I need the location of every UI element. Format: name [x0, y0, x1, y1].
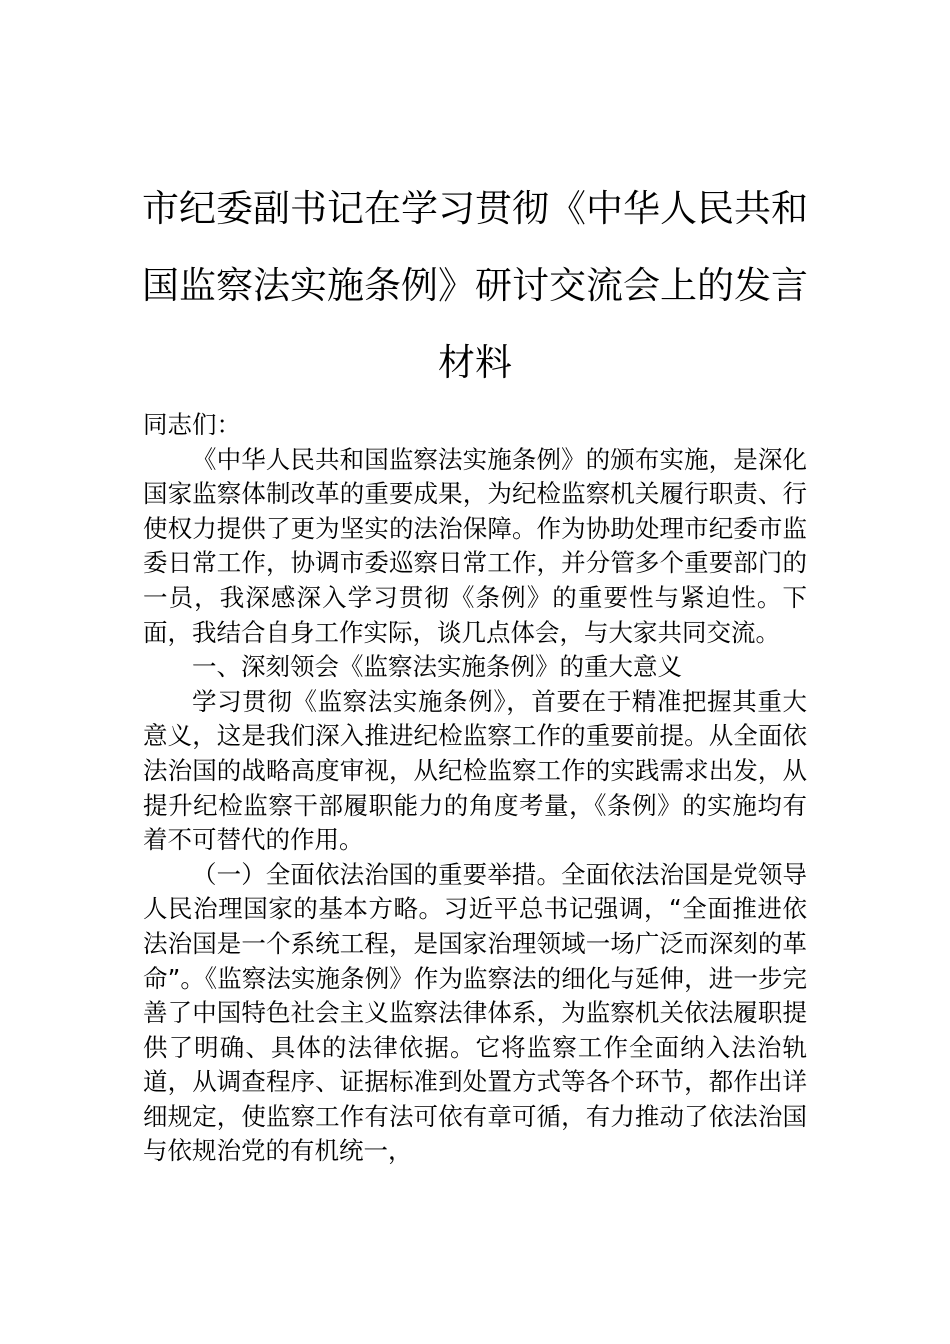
paragraph-rule-of-law: （一）全面依法治国的重要举措。全面依法治国是党领导人民治理国家的基本方略。习近平总书记强调，“全面推进依法治国是一个系统工程，是国家治理领域一场广泛而深刻的革命”。《监察法实施条例》作为监察法的细化与延伸，进一步完善了中国特色社会主义监察法律体系，为监察机关依法履职提供了明确、具体的法律依据。它将监察工作全面纳入法治轨道，从调查程序、证据标准到处置方式等各个环节，都作出详细规定，使监察工作有法可依有章可循，有力推动了依法治国与依规治党的有机统一，	[143, 859, 807, 1166]
paragraph-intro: 《中华人民共和国监察法实施条例》的颁布实施，是深化国家监察体制改革的重要成果，为纪检监察机关履行职责、行使权力提供了更为坚实的法治保障。作为协助处理市纪委市监委日常工作，协调市委巡察日常工作，并分管多个重要部门的一员，我深感深入学习贯彻《条例》的重要性与紧迫性。下面，我结合自身工作实际，谈几点体会，与大家共同交流。	[143, 444, 807, 647]
document-body	[143, 408, 807, 1169]
section-heading-1: 一、深刻领会《监察法实施条例》的重大意义	[192, 652, 682, 682]
document-title: 市纪委副书记在学习贯彻《中华人民共和国监察法实施条例》研讨交流会上的发言材料	[142, 187, 808, 384]
paragraph-significance: 学习贯彻《监察法实施条例》，首要在于精准把握其重大意义，这是我们深入推进纪检监察工作的重要前提。从全面依法治国的战略高度审视，从纪检监察工作的实践需求出发，从提升纪检监察干部履职能力的角度考量，《条例》的实施均有着不可替代的作用。	[143, 686, 807, 855]
salutation: 同志们：	[143, 410, 241, 439]
